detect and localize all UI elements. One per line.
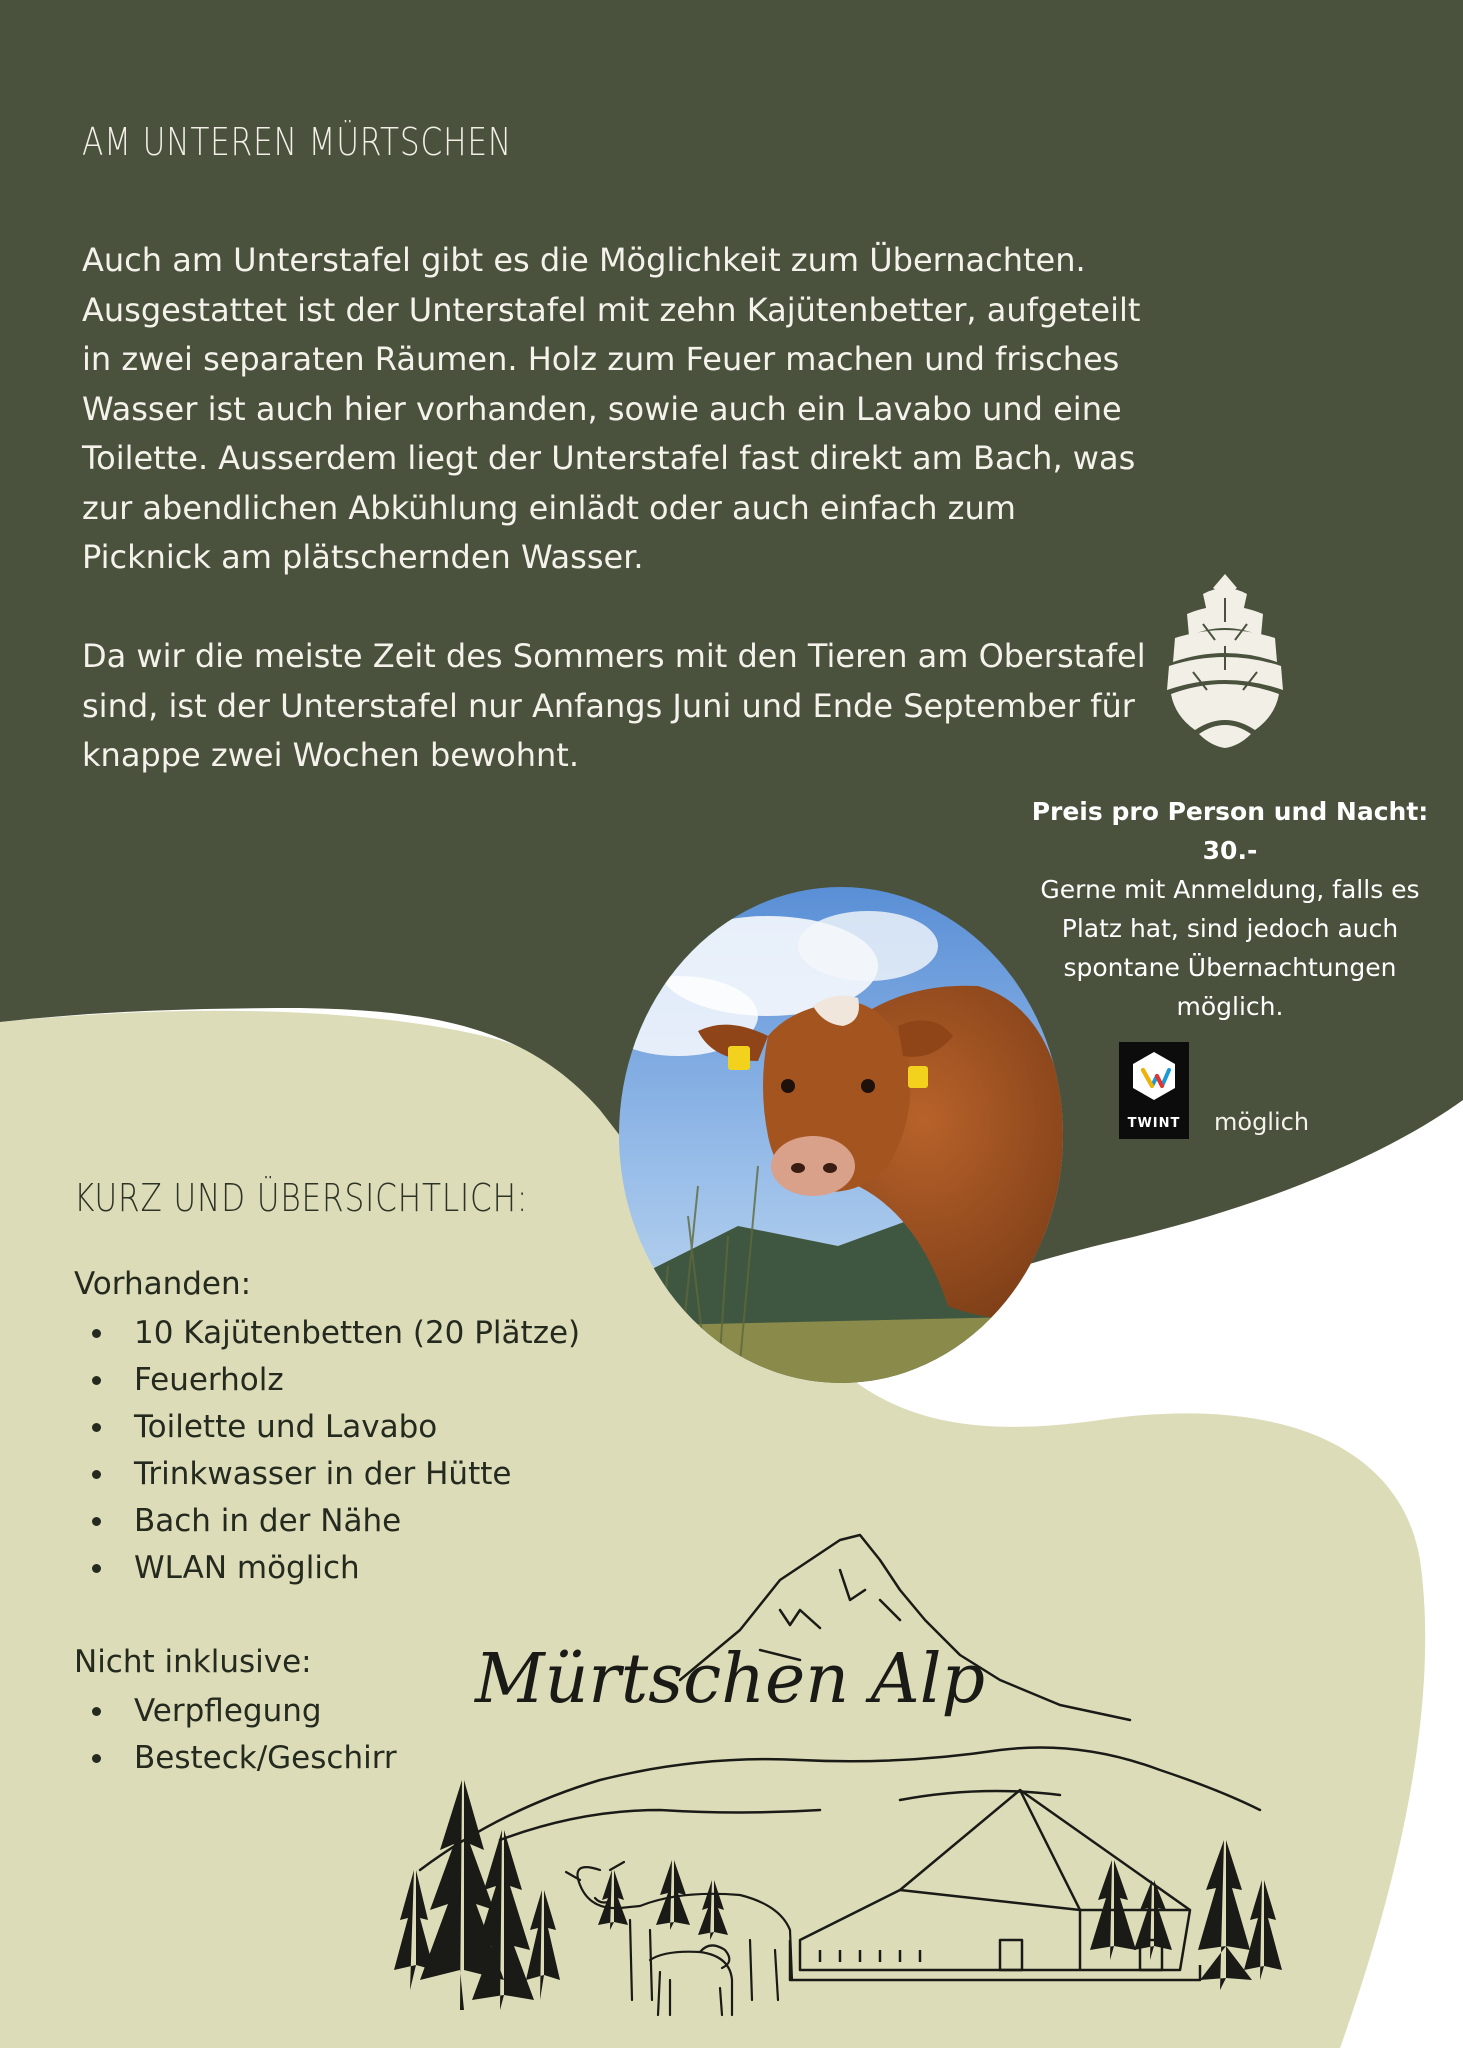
twint-shield-icon [1119,1042,1189,1112]
bullet-icon [92,1707,101,1716]
excluded-label: Nicht inklusive: [74,1644,312,1680]
bullet-icon [92,1470,101,1479]
list-item: Feuerholz [92,1357,580,1404]
twint-label: TWINT [1127,1116,1181,1131]
bullet-icon [92,1564,101,1573]
list-item: Verpflegung [92,1688,397,1735]
muertschen-alp-logo [380,1510,1330,2030]
excluded-list [92,1688,397,1782]
cow-photo [618,886,1064,1384]
tree-group-left-icon [394,1780,560,2010]
list-item: Toilette und Lavabo [92,1404,580,1451]
twint-text: möglich [1214,1108,1310,1136]
available-label: Vorhanden: [74,1266,252,1302]
season-paragraph: Da wir die meiste Zeit des Sommers mit den Tieren am Oberstafel sind, ist der Unterstafel nur Anfangs Juni und Ende September für knappe zwei Wochen bewohnt. [82,637,1146,774]
section-title-summary: KURZ UND ÜBERSICHTLICH: [74,1176,529,1220]
price-heading: Preis pro Person und Nacht: [1031,797,1429,826]
price-amount: 30.- [1202,836,1258,865]
list-item: 10 Kajütenbetten (20 Plätze) [92,1310,580,1357]
bullet-icon [92,1754,101,1763]
alp-hut-icon [790,1790,1200,1980]
bullet-icon [92,1423,101,1432]
tree-group-right-icon [1090,1840,1282,1990]
pinecone-icon [1163,574,1287,748]
bullet-icon [92,1329,101,1338]
bullet-icon [92,1376,101,1385]
bullet-icon [92,1517,101,1526]
list-item: Bach in der Nähe [92,1498,580,1545]
list-item: Besteck/Geschirr [92,1735,397,1782]
logo-text: Mürtschen Alp [475,1640,986,1719]
list-item: Trinkwasser in der Hütte [92,1451,580,1498]
section-title-top: AM UNTEREN MÜRTSCHEN [82,120,512,164]
intro-paragraph: Auch am Unterstafel gibt es die Möglichkeit zum Übernachten. Ausgestattet ist der Unterstafel mit zehn Kajütenbetter, aufgeteilt in zwei separaten Räumen. Holz zum Feuer machen und frisches Wasser ist auch hier vorhanden, sowie auch ein Lavabo und eine Toilette. Ausserdem liegt der Unterstafel fast direkt am Bach, was zur abendlichen Abkühlung einlädt oder auch einfach zum Picknick am plätschernden Wasser. [82,241,1141,576]
list-item: WLAN möglich [92,1545,580,1592]
price-info: Preis pro Person und Nacht: 30.- Gerne mit Anmeldung, falls es Platz hat, sind jedoch auch spontane Übernachtungen möglich. [1031,797,1429,1021]
twint-logo-icon [1119,1042,1189,1139]
